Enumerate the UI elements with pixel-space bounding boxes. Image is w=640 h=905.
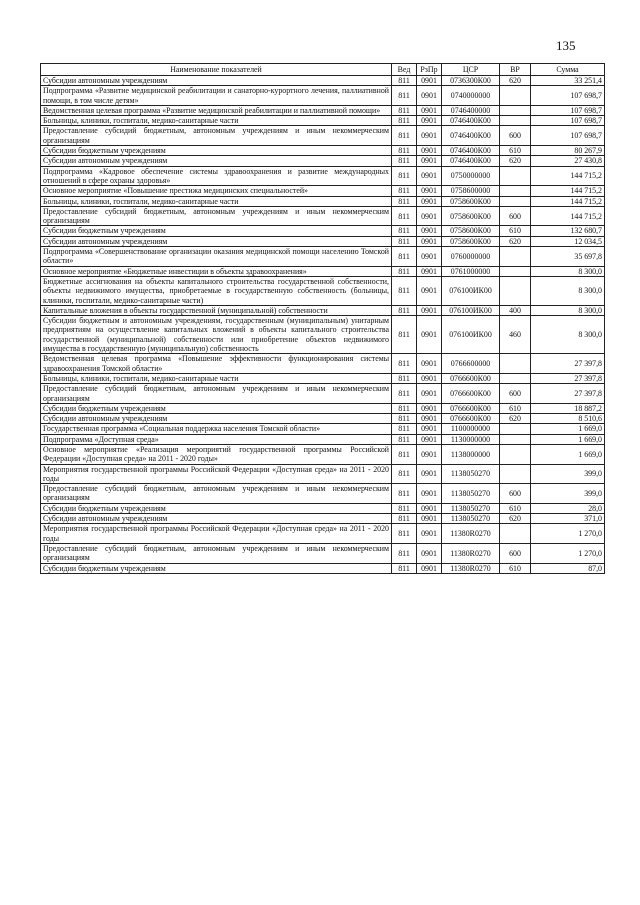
table-row <box>41 206 605 226</box>
cell-ved: 811 <box>392 247 417 267</box>
cell-name: Субсидии бюджетным учреждениям <box>41 226 392 236</box>
cell-rzpr: 0901 <box>417 116 442 126</box>
cell-name: Субсидии автономным учреждениям <box>41 514 392 524</box>
cell-name: Подпрограмма «Развитие медицинской реабилитации и санаторно-курортного лечения, паллиативной помощи, в том числе детям» <box>41 86 392 106</box>
cell-sum: 28,0 <box>531 503 605 513</box>
cell-vr <box>500 373 531 383</box>
cell-vr <box>500 116 531 126</box>
cell-rzpr: 0901 <box>417 226 442 236</box>
cell-csr: 0746400К00 <box>442 126 500 146</box>
cell-sum: 12 034,5 <box>531 236 605 246</box>
cell-ved: 811 <box>392 503 417 513</box>
cell-name: Основное мероприятие «Повышение престижа медицинских специальностей» <box>41 186 392 196</box>
cell-rzpr: 0901 <box>417 524 442 544</box>
cell-ved: 811 <box>392 444 417 464</box>
cell-name: Мероприятия государственной программы Российской Федерации «Доступная среда» на 2011 - 2020 годы <box>41 464 392 484</box>
cell-name: Подпрограмма «Доступная среда» <box>41 434 392 444</box>
cell-ved: 811 <box>392 543 417 563</box>
cell-sum: 8 300,0 <box>531 266 605 276</box>
cell-csr: 0766600000 <box>442 354 500 374</box>
cell-csr: 1130000000 <box>442 434 500 444</box>
cell-rzpr: 0901 <box>417 373 442 383</box>
cell-rzpr: 0901 <box>417 186 442 196</box>
cell-sum: 1 270,0 <box>531 524 605 544</box>
cell-csr: 076100ИК00 <box>442 276 500 305</box>
cell-ved: 811 <box>392 156 417 166</box>
cell-ved: 811 <box>392 414 417 424</box>
cell-ved: 811 <box>392 316 417 354</box>
cell-vr: 610 <box>500 146 531 156</box>
cell-csr: 0746400К00 <box>442 146 500 156</box>
table-row <box>41 543 605 563</box>
cell-sum: 399,0 <box>531 464 605 484</box>
cell-name: Субсидии автономным учреждениям <box>41 414 392 424</box>
cell-rzpr: 0901 <box>417 384 442 404</box>
table-row <box>41 146 605 156</box>
cell-sum: 8 510,6 <box>531 414 605 424</box>
cell-vr: 610 <box>500 403 531 413</box>
cell-vr <box>500 247 531 267</box>
cell-csr: 1138050270 <box>442 484 500 504</box>
cell-rzpr: 0901 <box>417 156 442 166</box>
cell-rzpr: 0901 <box>417 354 442 374</box>
table-row <box>41 196 605 206</box>
cell-vr: 600 <box>500 543 531 563</box>
cell-ved: 811 <box>392 105 417 115</box>
cell-ved: 811 <box>392 86 417 106</box>
table-row <box>41 226 605 236</box>
cell-csr: 0740000000 <box>442 86 500 106</box>
cell-name: Подпрограмма «Кадровое обеспечение системы здравоохранения и развитие международных отношений в сфере охраны здоровья» <box>41 166 392 186</box>
cell-csr: 1138050270 <box>442 514 500 524</box>
cell-vr <box>500 354 531 374</box>
header-vr: ВР <box>500 64 531 76</box>
header-sum: Сумма <box>531 64 605 76</box>
table-row <box>41 186 605 196</box>
cell-rzpr: 0901 <box>417 266 442 276</box>
cell-sum: 8 300,0 <box>531 316 605 354</box>
cell-csr: 0766600К00 <box>442 384 500 404</box>
cell-name: Субсидии автономным учреждениям <box>41 236 392 246</box>
cell-csr: 0766600К00 <box>442 403 500 413</box>
cell-name: Ведомственная целевая программа «Развитие медицинской реабилитации и паллиативной помощи» <box>41 105 392 115</box>
table-header-row <box>41 64 605 76</box>
cell-ved: 811 <box>392 305 417 315</box>
cell-name: Мероприятия государственной программы Российской Федерации «Доступная среда» на 2011 - 2020 годы <box>41 524 392 544</box>
cell-vr <box>500 424 531 434</box>
cell-sum: 107 698,7 <box>531 86 605 106</box>
cell-name: Субсидии бюджетным учреждениям <box>41 403 392 413</box>
cell-sum: 33 251,4 <box>531 76 605 86</box>
cell-csr: 0761000000 <box>442 266 500 276</box>
cell-sum: 144 715,2 <box>531 186 605 196</box>
table-row <box>41 86 605 106</box>
cell-vr: 600 <box>500 126 531 146</box>
cell-rzpr: 0901 <box>417 424 442 434</box>
cell-name: Предоставление субсидий бюджетным, автономным учреждениям и иным некоммерческим организациям <box>41 206 392 226</box>
cell-name: Субсидии бюджетным учреждениям <box>41 563 392 573</box>
cell-ved: 811 <box>392 434 417 444</box>
cell-csr: 076100ИК00 <box>442 316 500 354</box>
page-number: 135 <box>556 38 576 53</box>
table-row <box>41 126 605 146</box>
cell-vr: 620 <box>500 156 531 166</box>
cell-csr: 0746400К00 <box>442 156 500 166</box>
cell-vr: 610 <box>500 503 531 513</box>
table-row <box>41 236 605 246</box>
cell-csr: 0758600К00 <box>442 226 500 236</box>
table-row <box>41 484 605 504</box>
cell-vr <box>500 266 531 276</box>
header-name: Наименование показателей <box>41 64 392 76</box>
cell-rzpr: 0901 <box>417 76 442 86</box>
table-row <box>41 266 605 276</box>
cell-csr: 0750000000 <box>442 166 500 186</box>
header-csr: ЦСР <box>442 64 500 76</box>
cell-vr: 600 <box>500 384 531 404</box>
cell-ved: 811 <box>392 166 417 186</box>
cell-name: Предоставление субсидий бюджетным, автономным учреждениям и иным некоммерческим организациям <box>41 484 392 504</box>
cell-ved: 811 <box>392 354 417 374</box>
cell-name: Субсидии бюджетным учреждениям <box>41 146 392 156</box>
table-row <box>41 247 605 267</box>
cell-name: Ведомственная целевая программа «Повышение эффективности функционирования системы здравоохранения Томской области» <box>41 354 392 374</box>
table-row <box>41 514 605 524</box>
cell-rzpr: 0901 <box>417 434 442 444</box>
cell-ved: 811 <box>392 186 417 196</box>
table-row <box>41 384 605 404</box>
cell-vr: 620 <box>500 414 531 424</box>
cell-rzpr: 0901 <box>417 514 442 524</box>
cell-csr: 0758600К00 <box>442 236 500 246</box>
table-row <box>41 373 605 383</box>
cell-sum: 8 300,0 <box>531 305 605 315</box>
table-row <box>41 316 605 354</box>
table-row <box>41 354 605 374</box>
cell-vr <box>500 196 531 206</box>
cell-rzpr: 0901 <box>417 563 442 573</box>
cell-vr: 610 <box>500 226 531 236</box>
cell-csr: 1100000000 <box>442 424 500 434</box>
table-body <box>41 76 605 574</box>
cell-rzpr: 0901 <box>417 305 442 315</box>
cell-sum: 27 397,8 <box>531 384 605 404</box>
cell-name: Субсидии бюджетным и автономным учреждениям, государственным (муниципальным) унитарным предприятиям на осуществление капитальных вложений в объекты капитального строительства государственной (муниципальной) собственности или приобретение объектов недвижимого имущества в государственную (муниципальную) собственность <box>41 316 392 354</box>
cell-csr: 11380R0270 <box>442 543 500 563</box>
cell-vr: 600 <box>500 206 531 226</box>
cell-csr: 0758600К00 <box>442 206 500 226</box>
cell-csr: 0766600К00 <box>442 373 500 383</box>
cell-csr: 1138000000 <box>442 444 500 464</box>
cell-sum: 27 397,8 <box>531 354 605 374</box>
table-row <box>41 76 605 86</box>
cell-vr: 620 <box>500 236 531 246</box>
table-row <box>41 434 605 444</box>
cell-rzpr: 0901 <box>417 276 442 305</box>
header-ved: Вед <box>392 64 417 76</box>
cell-rzpr: 0901 <box>417 414 442 424</box>
table-row <box>41 464 605 484</box>
table-row <box>41 276 605 305</box>
cell-ved: 811 <box>392 116 417 126</box>
table-row <box>41 503 605 513</box>
cell-rzpr: 0901 <box>417 166 442 186</box>
table-row <box>41 424 605 434</box>
cell-vr: 620 <box>500 76 531 86</box>
cell-sum: 27 430,8 <box>531 156 605 166</box>
cell-name: Основное мероприятие «Реализация мероприятий государственной программы Российской Федерации «Доступная среда» на 2011 - 2020 годы» <box>41 444 392 464</box>
cell-sum: 132 680,7 <box>531 226 605 236</box>
cell-sum: 144 715,2 <box>531 206 605 226</box>
table-row <box>41 166 605 186</box>
cell-ved: 811 <box>392 403 417 413</box>
cell-name: Субсидии автономным учреждениям <box>41 76 392 86</box>
cell-vr: 400 <box>500 305 531 315</box>
cell-ved: 811 <box>392 514 417 524</box>
table-row <box>41 105 605 115</box>
cell-ved: 811 <box>392 196 417 206</box>
cell-sum: 107 698,7 <box>531 126 605 146</box>
budget-table <box>40 63 605 574</box>
cell-csr: 0766600К00 <box>442 414 500 424</box>
table-row <box>41 305 605 315</box>
cell-csr: 11380R0270 <box>442 563 500 573</box>
cell-ved: 811 <box>392 524 417 544</box>
cell-ved: 811 <box>392 484 417 504</box>
cell-ved: 811 <box>392 384 417 404</box>
cell-ved: 811 <box>392 276 417 305</box>
cell-vr <box>500 86 531 106</box>
cell-sum: 1 669,0 <box>531 444 605 464</box>
cell-vr: 620 <box>500 514 531 524</box>
cell-rzpr: 0901 <box>417 196 442 206</box>
cell-rzpr: 0901 <box>417 484 442 504</box>
cell-sum: 1 270,0 <box>531 543 605 563</box>
cell-name: Субсидии автономным учреждениям <box>41 156 392 166</box>
table-row <box>41 444 605 464</box>
cell-rzpr: 0901 <box>417 403 442 413</box>
cell-name: Больницы, клиники, госпитали, медико-санитарные части <box>41 116 392 126</box>
cell-name: Больницы, клиники, госпитали, медико-санитарные части <box>41 373 392 383</box>
cell-csr: 11380R0270 <box>442 524 500 544</box>
cell-vr <box>500 186 531 196</box>
cell-ved: 811 <box>392 563 417 573</box>
cell-vr <box>500 444 531 464</box>
cell-name: Предоставление субсидий бюджетным, автономным учреждениям и иным некоммерческим организациям <box>41 543 392 563</box>
cell-csr: 0760000000 <box>442 247 500 267</box>
cell-rzpr: 0901 <box>417 105 442 115</box>
cell-ved: 811 <box>392 76 417 86</box>
cell-sum: 35 697,8 <box>531 247 605 267</box>
cell-vr <box>500 276 531 305</box>
cell-rzpr: 0901 <box>417 146 442 156</box>
cell-rzpr: 0901 <box>417 444 442 464</box>
cell-sum: 371,0 <box>531 514 605 524</box>
cell-csr: 0746400000 <box>442 105 500 115</box>
cell-vr: 600 <box>500 484 531 504</box>
cell-name: Больницы, клиники, госпитали, медико-санитарные части <box>41 196 392 206</box>
cell-sum: 144 715,2 <box>531 166 605 186</box>
cell-rzpr: 0901 <box>417 316 442 354</box>
cell-name: Бюджетные ассигнования на объекты капитального строительства государственной собственности, объекты недвижимого имущества, приобретаемые в государственную собственность (больницы, клиники, госпитали, медико-санитарные части) <box>41 276 392 305</box>
cell-csr: 076100ИК00 <box>442 305 500 315</box>
table-row <box>41 563 605 573</box>
table-row <box>41 524 605 544</box>
cell-name: Предоставление субсидий бюджетным, автономным учреждениям и иным некоммерческим организациям <box>41 384 392 404</box>
cell-vr <box>500 105 531 115</box>
cell-sum: 399,0 <box>531 484 605 504</box>
cell-name: Основное мероприятие «Бюджетные инвестиции в объекты здравоохранения» <box>41 266 392 276</box>
cell-vr: 460 <box>500 316 531 354</box>
cell-ved: 811 <box>392 464 417 484</box>
table-row <box>41 156 605 166</box>
cell-csr: 0758600К00 <box>442 196 500 206</box>
cell-vr: 610 <box>500 563 531 573</box>
cell-vr <box>500 166 531 186</box>
cell-sum: 144 715,2 <box>531 196 605 206</box>
cell-rzpr: 0901 <box>417 543 442 563</box>
cell-csr: 0746400К00 <box>442 116 500 126</box>
cell-vr <box>500 464 531 484</box>
cell-ved: 811 <box>392 146 417 156</box>
cell-ved: 811 <box>392 266 417 276</box>
cell-rzpr: 0901 <box>417 464 442 484</box>
cell-csr: 0736300К00 <box>442 76 500 86</box>
cell-name: Государственная программа «Социальная поддержка населения Томской области» <box>41 424 392 434</box>
cell-ved: 811 <box>392 126 417 146</box>
header-rzpr: РзПр <box>417 64 442 76</box>
cell-ved: 811 <box>392 424 417 434</box>
cell-name: Предоставление субсидий бюджетным, автономным учреждениям и иным некоммерческим организациям <box>41 126 392 146</box>
cell-sum: 8 300,0 <box>531 276 605 305</box>
cell-sum: 27 397,8 <box>531 373 605 383</box>
table-row <box>41 414 605 424</box>
cell-name: Подпрограмма «Совершенствование организации оказания медицинской помощи населению Томской области» <box>41 247 392 267</box>
cell-sum: 1 669,0 <box>531 434 605 444</box>
cell-sum: 107 698,7 <box>531 116 605 126</box>
cell-ved: 811 <box>392 373 417 383</box>
cell-name: Капитальные вложения в объекты государственной (муниципальной) собственности <box>41 305 392 315</box>
cell-sum: 1 669,0 <box>531 424 605 434</box>
cell-vr <box>500 524 531 544</box>
cell-rzpr: 0901 <box>417 503 442 513</box>
cell-sum: 107 698,7 <box>531 105 605 115</box>
cell-rzpr: 0901 <box>417 126 442 146</box>
cell-ved: 811 <box>392 206 417 226</box>
table-row <box>41 403 605 413</box>
cell-csr: 1138050270 <box>442 503 500 513</box>
cell-csr: 0758600000 <box>442 186 500 196</box>
cell-rzpr: 0901 <box>417 236 442 246</box>
cell-rzpr: 0901 <box>417 86 442 106</box>
cell-vr <box>500 434 531 444</box>
cell-name: Субсидии бюджетным учреждениям <box>41 503 392 513</box>
cell-rzpr: 0901 <box>417 247 442 267</box>
cell-ved: 811 <box>392 236 417 246</box>
cell-sum: 87,0 <box>531 563 605 573</box>
cell-csr: 1138050270 <box>442 464 500 484</box>
cell-sum: 80 267,9 <box>531 146 605 156</box>
cell-rzpr: 0901 <box>417 206 442 226</box>
cell-sum: 18 887,2 <box>531 403 605 413</box>
cell-ved: 811 <box>392 226 417 236</box>
table-row <box>41 116 605 126</box>
